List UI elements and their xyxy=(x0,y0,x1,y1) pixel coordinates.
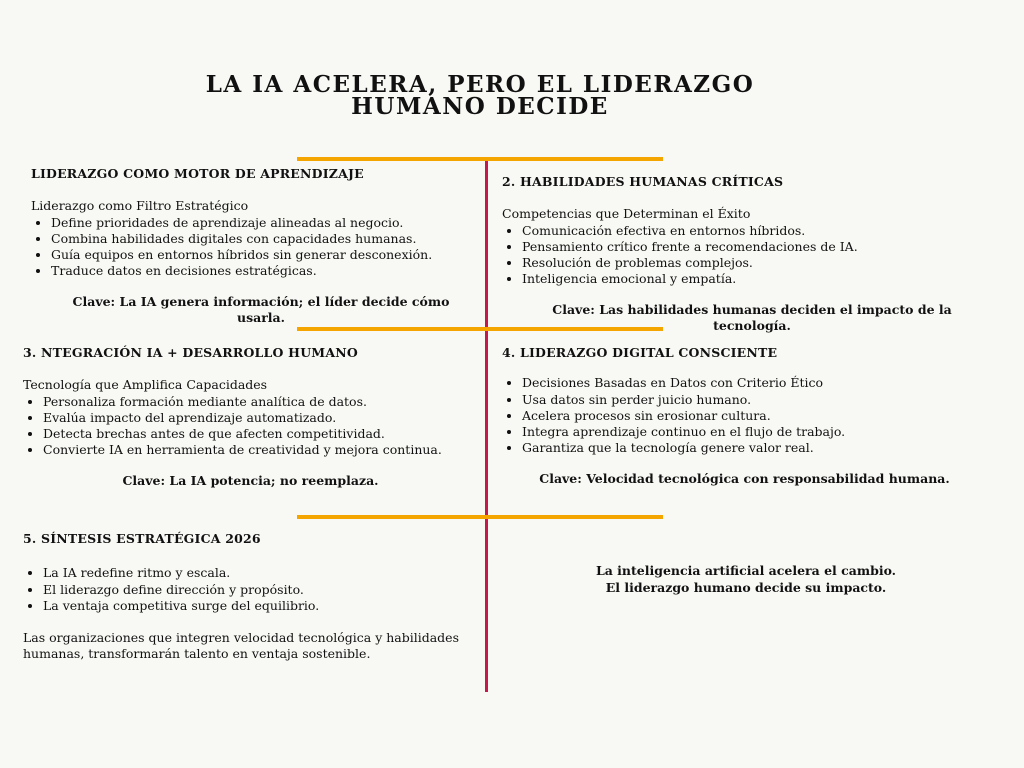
section-2-subtitle: Competencias que Determinan el Éxito xyxy=(502,206,751,222)
section-5 xyxy=(23,531,463,663)
list-item: • Integra aprendizaje continuo en el flujo de trabajo. xyxy=(522,424,987,440)
list-item: • Personaliza formación mediante analítica de datos. xyxy=(43,394,478,410)
section-2-key: Clave: Las habilidades humanas deciden el impacto de la tecnología. xyxy=(552,301,952,334)
list-item: • Pensamiento crítico frente a recomendaciones de IA. xyxy=(522,239,982,255)
closing-line-2: El liderazgo humano decide su impacto. xyxy=(605,580,887,595)
list-item: • Usa datos sin perder juicio humano. xyxy=(522,392,987,408)
page-title xyxy=(150,71,810,120)
horizontal-divider-1 xyxy=(297,157,663,161)
list-item: • Decisiones Basadas en Datos con Criterio Ético xyxy=(522,375,987,391)
list-item: • Traduce datos en decisiones estratégicas. xyxy=(51,263,471,279)
list-item: • Acelera procesos sin erosionar cultura. xyxy=(522,408,987,424)
section-1-list xyxy=(31,215,471,280)
list-item: • Detecta brechas antes de que afecten competitividad. xyxy=(43,426,478,442)
list-item: • Inteligencia emocional y empatía. xyxy=(522,271,982,287)
vertical-divider xyxy=(485,157,488,692)
section-2 xyxy=(502,174,982,334)
section-4 xyxy=(502,345,987,487)
list-item: • La ventaja competitiva surge del equilibrio. xyxy=(43,598,463,614)
horizontal-divider-3 xyxy=(297,515,663,519)
list-item: • La IA redefine ritmo y escala. xyxy=(43,565,463,581)
closing-line-1: La inteligencia artificial acelera el cambio. xyxy=(595,563,897,578)
list-item: • Convierte IA en herramienta de creatividad y mejora continua. xyxy=(43,442,478,458)
list-item: • Evalúa impacto del aprendizaje automatizado. xyxy=(43,410,478,426)
section-3-key: Clave: La IA potencia; no reemplaza. xyxy=(122,472,379,488)
title-line-1: LA IA ACELERA, PERO EL LIDERAZGO xyxy=(205,71,755,98)
section-1 xyxy=(31,166,471,326)
section-3 xyxy=(23,345,478,489)
list-item: • Combina habilidades digitales con capacidades humanas. xyxy=(51,231,471,247)
list-item: • Define prioridades de aprendizaje alineadas al negocio. xyxy=(51,215,471,231)
section-5-heading: 5. SÍNTESIS ESTRATÉGICA 2026 xyxy=(23,531,261,546)
list-item: • Comunicación efectiva en entornos híbridos. xyxy=(522,223,982,239)
title-line-2: HUMANO DECIDE xyxy=(351,93,609,120)
section-3-heading: 3. NTEGRACIÓN IA + DESARROLLO HUMANO xyxy=(23,345,358,360)
section-2-list xyxy=(502,223,982,288)
section-1-key: Clave: La IA genera información; el líder decide cómo usarla. xyxy=(72,293,450,326)
list-item: • El liderazgo define dirección y propósito. xyxy=(43,582,463,598)
section-4-key: Clave: Velocidad tecnológica con responsabilidad humana. xyxy=(539,470,950,486)
section-1-heading: LIDERAZGO COMO MOTOR DE APRENDIZAJE xyxy=(31,166,364,181)
section-5-closing: Las organizaciones que integren velocidad tecnológica y habilidades humanas, transformarán talento en ventaja sostenible. xyxy=(23,630,459,662)
section-1-subtitle: Liderazgo como Filtro Estratégico xyxy=(31,198,249,214)
section-4-heading: 4. LIDERAZGO DIGITAL CONSCIENTE xyxy=(502,345,778,360)
list-item: • Garantiza que la tecnología genere valor real. xyxy=(522,440,987,456)
section-3-list xyxy=(23,394,478,459)
section-3-subtitle: Tecnología que Amplifica Capacidades xyxy=(23,377,268,393)
list-item: • Guía equipos en entornos híbridos sin generar desconexión. xyxy=(51,247,471,263)
closing-statement xyxy=(560,562,932,596)
section-5-list xyxy=(23,565,463,614)
list-item: • Resolución de problemas complejos. xyxy=(522,255,982,271)
section-2-heading: 2. HABILIDADES HUMANAS CRÍTICAS xyxy=(502,174,784,189)
section-4-list xyxy=(502,375,987,456)
